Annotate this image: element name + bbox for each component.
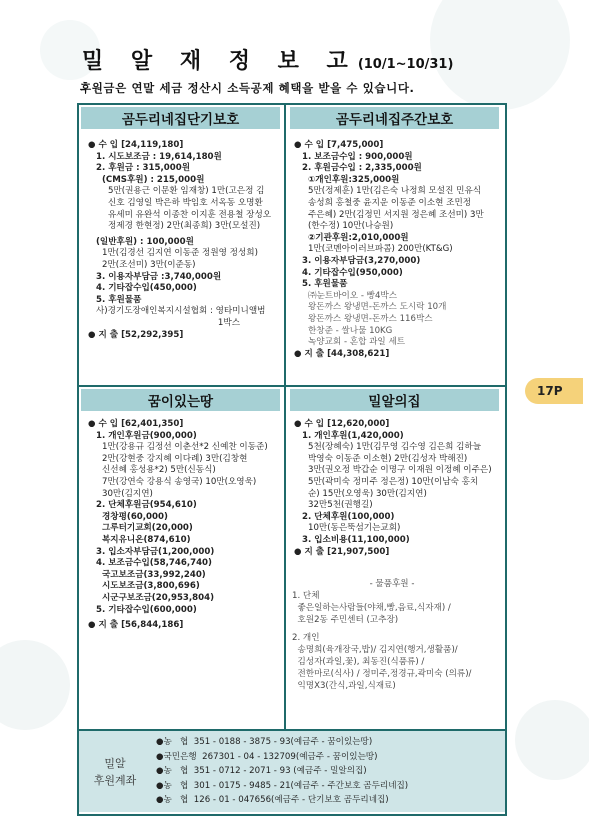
report-line: ● 수 입 [12,620,000] xyxy=(294,419,390,429)
report-line: 2. 후원금 : 315,000원 xyxy=(96,163,191,174)
report-line: ㈜눈트바이오 - 빵4박스 xyxy=(308,290,398,301)
report-line: 한창준 - 쌀나물 10KG xyxy=(308,325,393,336)
header-dream: 꿈이있는땅 xyxy=(81,389,280,411)
report-line: 4. 기타잡수입(950,000) xyxy=(302,267,403,278)
report-line: ● 지 출 [44,308,621] xyxy=(294,348,390,359)
account-item: ●농 협 351 - 0188 - 3875 - 93(예금주 - 꿈이있는땅) xyxy=(156,737,373,747)
report-line: 3만(권오정 박갑순 이명구 이재원 이정혜 이주은) xyxy=(308,465,492,476)
report-line: 복지유니온(874,610) xyxy=(102,534,191,545)
goods-donation xyxy=(292,578,492,692)
report-line: 1만(김경선 김지연 이동준 정원영 정성희) xyxy=(102,248,258,259)
header-short-term: 곰두리네집단기보호 xyxy=(81,107,280,129)
report-line: 3. 입소자부담금(1,200,000) xyxy=(96,546,215,557)
goods-title: - 물품후원 - xyxy=(369,579,415,589)
report-line: (한수정) 10만(나승원) xyxy=(308,221,394,232)
goods-line: 송명희(육개장국,밥)/ 김지연(행거,생활품)/ xyxy=(292,645,458,655)
report-line: ● 수 입 [24,119,180] xyxy=(88,140,184,150)
report-line: 경창평(60,000) xyxy=(102,511,168,522)
report-line: 정제경 한현정) 2만(최종희) 3만(모설진) xyxy=(108,221,261,232)
tax-notice: 후원금은 연말 세금 정산시 소득공제 혜택을 받을 수 있습니다. xyxy=(80,81,415,95)
report-line: ● 지 출 [52,292,395] xyxy=(88,329,184,340)
report-line: 4. 보조금수입(58,746,740) xyxy=(96,558,212,569)
report-line: 순) 15만(오영욱) 30만(김지연) xyxy=(308,488,427,499)
report-line: 1. 개인후원(1,420,000) xyxy=(302,430,404,441)
row-divider xyxy=(77,385,507,387)
accounts-label xyxy=(79,731,151,812)
report-line: 유세미 유완석 이종찬 이지훈 전용철 장성오 xyxy=(108,209,272,220)
report-line: 5천(장혜숙) 1만(김무영 김수영 김은희 김하늘 xyxy=(308,442,482,453)
report-line: 1만(강용규 김정선 이춘선*2 신예찬 이동준) xyxy=(102,442,268,453)
report-line: 2. 단체후원(100,000) xyxy=(302,511,395,522)
goods-line: 1. 단체 xyxy=(292,591,320,601)
report-line: 그루터기교회(20,000) xyxy=(102,523,193,534)
goods-line: 익명X3(간식,과일,식재료) xyxy=(292,681,396,691)
report-line: 5. 기타잡수입(600,000) xyxy=(96,604,197,615)
report-line: 시군구보조금(20,953,804) xyxy=(102,592,215,603)
report-line: 1. 시도보조금 : 19,614,180원 xyxy=(96,151,222,162)
report-line: ①개인후원:325,000원 xyxy=(308,174,400,185)
report-line: 신선혜 홍성용*2) 5만(신동식) xyxy=(102,465,216,476)
title-period: (10/1~10/31) xyxy=(357,57,454,72)
report-line: ● 지 출 [21,907,500] xyxy=(294,546,390,557)
report-line: 3. 이용자부담금 :3,740,000원 xyxy=(96,271,222,282)
report-line: 박영숙 이동준 이소현) 2만(김성자 박해진) xyxy=(308,453,468,464)
short-term-report xyxy=(88,140,280,341)
dream-report xyxy=(88,419,280,632)
report-line: 주은혜) 2만(김정민 서지원 정은혜 조선미) 3만 xyxy=(308,209,484,220)
report-line: (CMS후원) : 215,000원 xyxy=(102,174,205,185)
report-line: ● 수 입 [62,401,350] xyxy=(88,419,184,429)
accounts-label-line1: 밀알 xyxy=(104,756,126,770)
milal-report xyxy=(294,419,500,558)
goods-line: 전한마로(식사) / 정미주,정경규,곽미숙 (의류)/ xyxy=(292,669,472,679)
report-line: 1만(코멘아이러브파콤) 200만(KT&G) xyxy=(308,244,453,255)
report-line: 2만(조선미) 3만(이준동) xyxy=(102,259,196,270)
title-main: 밀 알 재 정 보 고 xyxy=(82,49,358,74)
report-line: 사)경기도장애인복지시설협회 : 영타미니앨범 xyxy=(96,306,266,317)
report-line: 5만(곽미숙 정미주 정은정) 10만(이남숙 홍치 xyxy=(308,476,479,487)
header-milal: 밀알의집 xyxy=(290,389,499,411)
goods-line: 좋은일하는사람들(야채,빵,음료,식자재) / xyxy=(292,603,451,613)
report-line: 신호 김영일 박은하 박임호 서옥동 오명환 xyxy=(108,197,263,208)
column-divider xyxy=(284,103,286,729)
report-line: 1. 보조금수입 : 900,000원 xyxy=(302,151,413,162)
report-line: 국고보조금(33,992,240) xyxy=(102,569,206,580)
report-line: 2. 단체후원금(954,610) xyxy=(96,500,197,511)
report-line: 5. 후원물품 xyxy=(96,294,142,305)
account-item: ●농 협 351 - 0712 - 2071 - 93 (예금주 - 밀알의집) xyxy=(156,766,367,777)
report-line: 10만(동은뚝섬기는교회) xyxy=(308,523,401,534)
header-weekly: 곰두리네집주간보호 xyxy=(290,107,499,129)
account-list xyxy=(156,735,408,808)
report-line: 왕돈까스 왕냉면-돈까스 116박스 xyxy=(308,313,433,324)
report-line: 7만(강연숙 강용식 송영국) 10만(오영욱) xyxy=(102,476,257,487)
account-item: ●농 협 301 - 0175 - 9485 - 21(예금주 - 주간보호 곰두리네집) xyxy=(156,780,409,791)
report-line: 녹양교회 - 혼합 과일 세트 xyxy=(308,337,406,348)
report-line: 5. 후원물품 xyxy=(302,279,348,290)
report-line: 왕돈까스 왕냉면-돈까스 도시락 10개 xyxy=(308,302,447,313)
account-item: ●국민은행 267301 - 04 - 132709(예금주 - 꿈이있는땅) xyxy=(156,751,378,762)
report-line: 시도보조금(3,800,696) xyxy=(102,581,200,592)
weekly-report xyxy=(294,140,500,360)
report-line: ②기관후원:2,010,000원 xyxy=(308,232,409,243)
report-line: ● 지 출 [56,844,186] xyxy=(88,620,184,631)
decor-bubble xyxy=(0,640,70,730)
report-line: ● 수 입 [7,475,000] xyxy=(294,140,384,150)
page-number: 17P xyxy=(525,378,583,404)
decor-bubble xyxy=(515,700,589,780)
accounts-label-line2: 후원계좌 xyxy=(93,773,137,787)
report-line: 송성희 홍철중 윤지운 이동준 이소현 조민정 xyxy=(308,197,472,208)
goods-line: 김성자(과일,꽃), 최동진(식품류) / xyxy=(292,657,425,667)
report-line: (일반후원) : 100,000원 xyxy=(96,236,194,247)
report-line: 3. 입소비용(11,100,000) xyxy=(302,534,410,545)
report-line: 2만(강현중 강지혜 이다례) 3만(김창현 xyxy=(102,453,248,464)
report-line: 1박스 xyxy=(217,317,240,328)
page-title xyxy=(82,44,453,75)
report-line: 5만(권용근 이문환 임재창) 1만(고은정 김 xyxy=(108,186,265,197)
report-line: 2. 후원금수입 : 2,335,000원 xyxy=(302,163,422,174)
goods-line: 2. 개인 xyxy=(292,633,320,643)
report-line: 30만(김지연) xyxy=(102,488,153,499)
report-line: 3. 이용자부담금(3,270,000) xyxy=(302,255,421,266)
report-line: 32만5천(권행길) xyxy=(308,500,373,511)
report-line: 1. 개인후원금(900,000) xyxy=(96,430,197,441)
report-line: 5만(정제훈) 1만(김은숙 나정희 모설진 민유식 xyxy=(308,186,482,197)
account-item: ●농 협 126 - 01 - 047656(예금주 - 단기보호 곰두리네집) xyxy=(156,795,389,806)
goods-line: 호원2동 주민센터 (고추장) xyxy=(292,615,399,625)
report-line: 4. 기타잡수입(450,000) xyxy=(96,283,197,294)
